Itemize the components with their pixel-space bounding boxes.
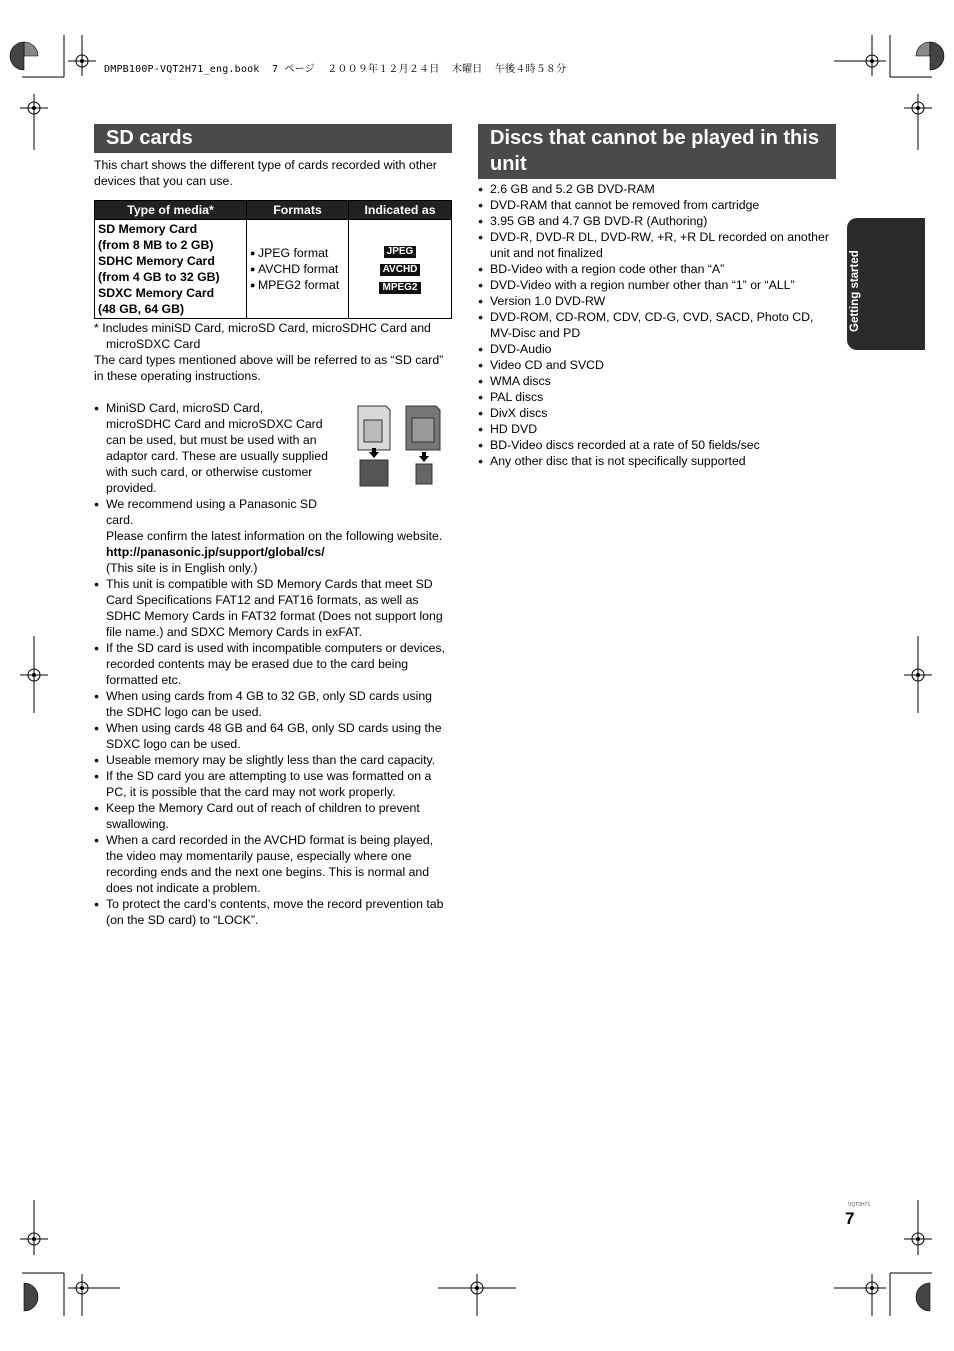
list-item: ● DVD-RAM that cannot be removed from cartridge bbox=[478, 197, 836, 213]
list-item: ● When using cards from 4 GB to 32 GB, only SD cards using the SDHC logo can be used. bbox=[94, 688, 452, 720]
list-item: ● DVD-Audio bbox=[478, 341, 836, 357]
section-title-sd-cards: SD cards bbox=[94, 124, 452, 153]
col-header-indicated: Indicated as bbox=[349, 201, 452, 220]
sd-cards-section bbox=[94, 124, 452, 928]
list-item bbox=[94, 496, 452, 576]
unplayable-discs-section bbox=[478, 124, 836, 469]
support-link[interactable]: http://panasonic.jp/support/global/cs/ bbox=[106, 545, 325, 559]
media-type-line: (48 GB, 64 GB) bbox=[98, 302, 185, 316]
list-item: ● Version 1.0 DVD-RW bbox=[478, 293, 836, 309]
format-item: ● AVCHD format bbox=[250, 261, 345, 277]
page-code: VQT2H71 bbox=[848, 1202, 871, 1208]
badge-jpeg: JPEG bbox=[384, 246, 417, 258]
media-type-line: SD Memory Card bbox=[98, 222, 198, 236]
list-item: ● DVD-Video with a region number other than “1” or “ALL” bbox=[478, 277, 836, 293]
table-header-row bbox=[95, 201, 452, 220]
indicators-cell bbox=[349, 220, 452, 319]
list-item: ● Useable memory may be slightly less than the card capacity. bbox=[94, 752, 452, 768]
list-item: ● 3.95 GB and 4.7 GB DVD-R (Authoring) bbox=[478, 213, 836, 229]
list-item: ● If the SD card is used with incompatible computers or devices, recorded contents may be erased due to the card being formatted etc. bbox=[94, 640, 452, 688]
list-item: ● When using cards 48 GB and 64 GB, only SD cards using the SDXC logo can be used. bbox=[94, 720, 452, 752]
media-table bbox=[94, 200, 452, 319]
media-type-line: (from 8 MB to 2 GB) bbox=[98, 238, 214, 252]
list-item: ● DVD-R, DVD-R DL, DVD-RW, +R, +R DL recorded on another unit and not finalized bbox=[478, 229, 836, 261]
card-naming-note: The card types mentioned above will be referred to as “SD card” in these operating instructions. bbox=[94, 353, 444, 383]
print-header: DMPB100P-VQT2H71_eng.book 7 ページ ２００９年１２月２４日 木曜日 午後４時５８分 bbox=[104, 64, 567, 75]
list-item: ● BD-Video discs recorded at a rate of 50 fields/sec bbox=[478, 437, 836, 453]
list-item: ● BD-Video with a region code other than “A” bbox=[478, 261, 836, 277]
list-item: ● HD DVD bbox=[478, 421, 836, 437]
media-type-line: SDHC Memory Card bbox=[98, 254, 215, 268]
formats-cell bbox=[247, 220, 349, 319]
col-header-type: Type of media* bbox=[95, 201, 247, 220]
badge-mpeg2: MPEG2 bbox=[379, 282, 420, 294]
format-item: ● MPEG2 format bbox=[250, 277, 345, 293]
list-item: ● Keep the Memory Card out of reach of children to prevent swallowing. bbox=[94, 800, 452, 832]
card-adaptor-illustration bbox=[356, 404, 442, 488]
page-number: 7 bbox=[845, 1209, 855, 1228]
media-type-line: SDXC Memory Card bbox=[98, 286, 215, 300]
list-item: ● If the SD card you are attempting to use was formatted on a PC, it is possible that the card may not work properly. bbox=[94, 768, 452, 800]
list-item: ● DVD-ROM, CD-ROM, CDV, CD-G, CVD, SACD, Photo CD, MV-Disc and PD bbox=[478, 309, 836, 341]
chapter-tab-label: Getting started bbox=[849, 250, 861, 332]
list-item: ● This unit is compatible with SD Memory Cards that meet SD Card Specifications FAT12 and FAT16 formats, as well as SDHC Memory Cards in FAT32 format (Does not support long file name.) and SDXC Memory Cards in exFAT. bbox=[94, 576, 452, 640]
list-item-text: Please confirm the latest information on the following website. bbox=[106, 529, 443, 543]
format-item: ● JPEG format bbox=[250, 245, 345, 261]
table-footnote: * Includes miniSD Card, microSD Card, microSDHC Card and microSDXC Card bbox=[94, 321, 431, 351]
list-item: ● When a card recorded in the AVCHD format is being played, the video may momentarily pause, especially where one recording ends and the next one begins. This is normal and does not indicate a problem. bbox=[94, 832, 452, 896]
sd-intro: This chart shows the different type of cards recorded with other devices that you can use. bbox=[94, 158, 437, 188]
list-item: ● WMA discs bbox=[478, 373, 836, 389]
list-item: ● Any other disc that is not specifically supported bbox=[478, 453, 836, 469]
badge-avchd: AVCHD bbox=[380, 264, 421, 276]
media-types-cell bbox=[95, 220, 247, 319]
chapter-tab bbox=[847, 218, 925, 350]
list-item: ● PAL discs bbox=[478, 389, 836, 405]
col-header-formats: Formats bbox=[247, 201, 349, 220]
list-item: ● Video CD and SVCD bbox=[478, 357, 836, 373]
list-item: ● MiniSD Card, microSD Card, microSDHC Card and microSDXC Card can be used, but must be used with an adaptor card. These are usually supplied with such card, or otherwise customer provided. bbox=[94, 400, 452, 496]
section-title-discs: Discs that cannot be played in this unit bbox=[478, 124, 836, 179]
list-item-text: We recommend using a Panasonic SD card. bbox=[106, 497, 317, 527]
disc-list bbox=[478, 181, 836, 469]
list-item-text: (This site is in English only.) bbox=[106, 561, 258, 575]
list-item: ● To protect the card’s contents, move the record prevention tab (on the SD card) to “LOCK”. bbox=[94, 896, 452, 928]
media-type-line: (from 4 GB to 32 GB) bbox=[98, 270, 220, 284]
list-item: ● 2.6 GB and 5.2 GB DVD-RAM bbox=[478, 181, 836, 197]
table-row bbox=[95, 220, 452, 319]
list-item: ● DivX discs bbox=[478, 405, 836, 421]
